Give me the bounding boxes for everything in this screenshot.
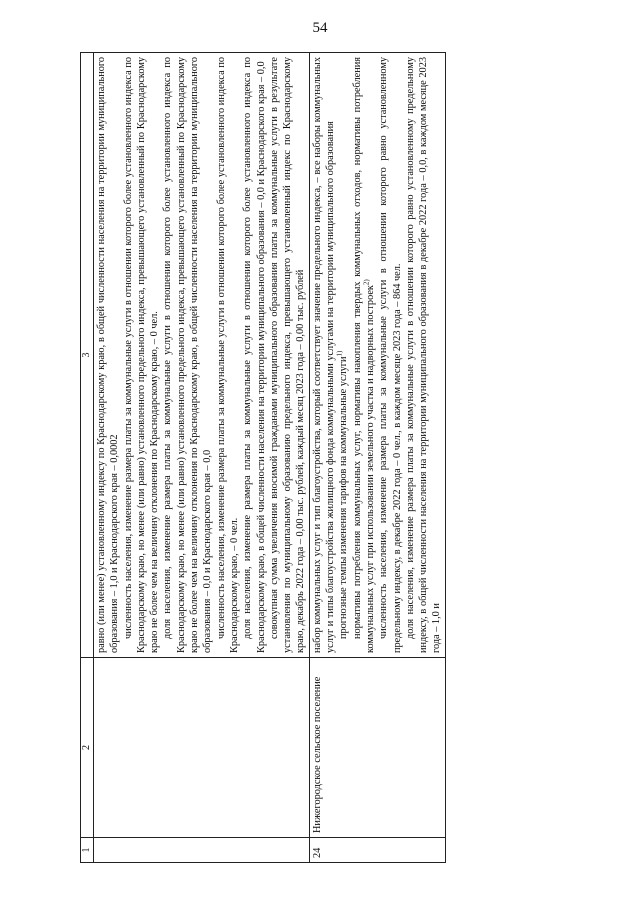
table-header-row: [81, 53, 94, 863]
footnote-1-mark: 1): [335, 350, 344, 357]
row-24-text-cell: [309, 53, 445, 658]
table-row-24: [309, 53, 445, 863]
row-prev-line-1: равно (или менее) установленному индексу по Краснодарскому краю, в общей численности населения на территории муниципального образования – 1,0 и Краснодарского края – 0,0002: [96, 57, 121, 653]
page-number: 54: [312, 20, 328, 36]
row-24-num: 24: [309, 838, 445, 863]
row-24-line-2: [337, 57, 350, 653]
row-prev-line-3: доля населения, изменение размера платы за коммунальные услуги в отношении которого более установленного индекса по Краснодарскому краю, но менее (или равно) установленного предельного индекса, превышающего установленный по Краснодарскому краю не более чем на величину отклонения по Краснодарскому краю, в общей численности населения на территории муниципального образования – 0,0 и Краснодарского края – 0,0: [162, 57, 214, 653]
row-prev-line-4: численность населения, изменение размера платы за коммунальные услуги в отношении которого более установленного индекса по Краснодарскому краю, – 0 чел.: [215, 57, 240, 653]
row-24-line-3: [351, 57, 378, 653]
row-24-line-4: численность населения, изменение размера платы за коммунальные услуги в отношении которого равно установленному предельному индексу, в декабре 2022 года – 0 чел., в каждом месяце 2023 года – 864 чел.: [378, 57, 403, 653]
row-prev-line-6: совокупная сумма увеличения вносимой гражданами муниципального образования платы за коммунальные услуги в результате установления по муниципальному образованию предельного индекса, превышающего установленный индекс по Краснодарскому краю, декабрь 2022 года – 0,00 тыс. рублей, каждый месяц 2023 года – 0,00 тыс. рублей: [268, 57, 307, 653]
table-row-continuation: [94, 53, 310, 863]
header-col-2: 2: [81, 658, 94, 838]
row-24-line-3-text: нормативы потребления коммунальных услуг, нормативы накопления твердых коммунальных отходов, нормативы потребления коммунальных услуг при использовании земельного участка и надворных построек: [351, 57, 376, 653]
row-24-line-2-text: прогнозные темпы изменения тарифов на коммунальные услуги: [338, 356, 350, 639]
header-col-3: 3: [81, 53, 94, 658]
row-prev-text-cell: [94, 53, 310, 658]
row-prev-line-2: численность населения, изменение размера платы за коммунальные услуги в отношении которого более установленного индекса по Краснодарскому краю, но менее (или равно) установленного предельного индекса, превышающего установленный по Краснодарскому краю не более чем на величину отклонения по Краснодарскому краю, – 0 чел.: [122, 57, 161, 653]
rotated-content: [80, 57, 564, 863]
row-prev-num-cell: [94, 838, 310, 863]
rotated-table-area: [80, 57, 564, 863]
header-col-1: 1: [81, 838, 94, 863]
data-table: [80, 52, 446, 863]
row-24-name: Нижегородское сельское поселение: [309, 658, 445, 838]
footnote-2-mark: 2): [362, 279, 371, 286]
row-24-line-1: набор коммунальных услуг и тип благоустройства, который соответствует значение предельного индекса, – все наборы коммунальных услуг и типы благоустройства жилищного фонда коммунальными услугами на территории муниципального образования: [311, 57, 337, 653]
row-24-line-5: доля населения, изменение размера платы за коммунальные услуги в отношении которого равно установленному предельному индексу, в общей численности населения на территории муниципального образования в декабре 2022 года – 0,0, в каждом месяце 2023 года – 1,0 и: [404, 57, 443, 653]
row-prev-line-5: доля населения, изменение размера платы за коммунальные услуги в отношении которого более установленного индекса по Краснодарскому краю, в общей численности населения на территории муниципального образования – 0,0 и Краснодарского края – 0,0: [242, 57, 267, 653]
row-prev-name-cell: [94, 658, 310, 838]
